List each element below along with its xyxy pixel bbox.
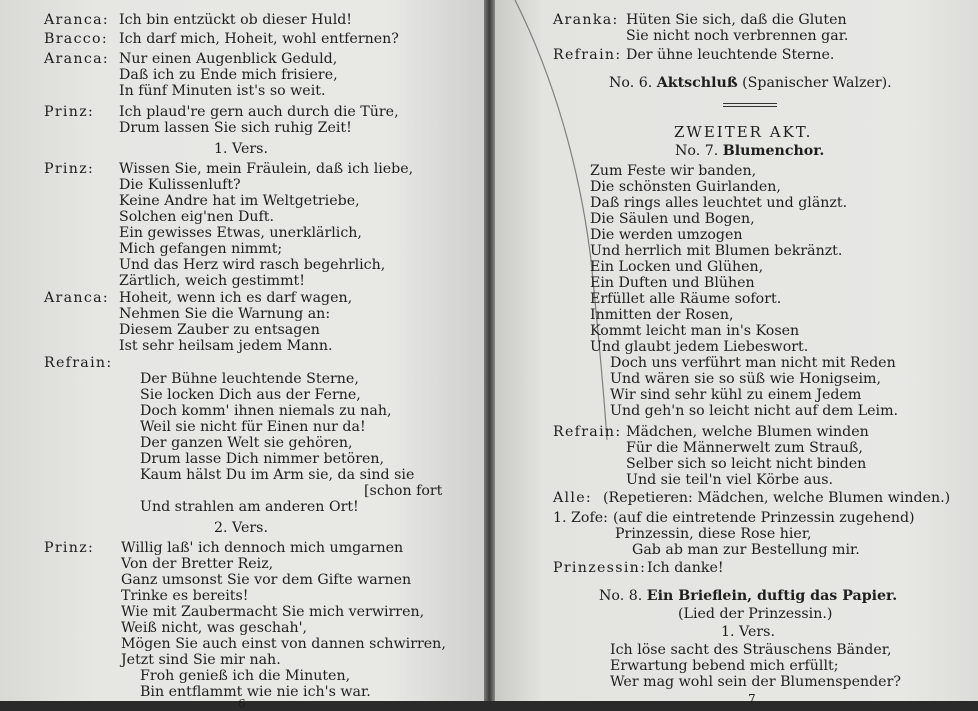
verse-line: Nehmen Sie die Warnung an:	[119, 306, 331, 322]
chorus-line: Und wären sie so süß wie Honigseim,	[610, 371, 882, 387]
verse-line: Sie nicht noch verbrennen gar.	[626, 28, 849, 44]
verse-line: Nur einen Augenblick Geduld,	[119, 51, 338, 67]
verse-line: Jetzt sind Sie mir nah.	[121, 652, 281, 668]
verse-line: Ganz umsonst Sie vor dem Gifte warnen	[121, 572, 412, 588]
speaker-label: Alle:	[553, 490, 592, 506]
stage-direction: (auf die eintretende Prinzessin zugehend)	[613, 510, 915, 526]
verse-line: Gab ab man zur Bestellung mir.	[632, 542, 860, 558]
verse-line: Hoheit, wenn ich es darf wagen,	[119, 290, 353, 306]
verse-line: Mich gefangen nimmt;	[119, 241, 283, 257]
chorus-line: Die werden umzogen	[590, 227, 743, 243]
chorus-line: Und herrlich mit Blumen bekränzt.	[590, 243, 843, 259]
verse-line: Prinzessin, diese Rose hier,	[615, 526, 812, 542]
page-number: 7	[748, 692, 756, 706]
refrain-line: Der ganzen Welt sie gehören,	[140, 435, 353, 451]
refrain-label: Refrain:	[44, 355, 113, 371]
verse-line: Froh genieß ich die Minuten,	[140, 668, 351, 684]
verse-line: Bin entflammt wie nie ich's war.	[140, 684, 371, 700]
chorus-line: Doch uns verführt man nicht mit Reden	[610, 355, 896, 371]
verse-line: Zärtlich, weich gestimmt!	[119, 273, 305, 289]
refrain-label: Refrain:	[553, 424, 622, 440]
stage-direction: (Repetieren: Mädchen, welche Blumen winden.)	[603, 490, 951, 506]
verse-heading: 1. Vers.	[214, 141, 268, 157]
refrain-line: Drum lasse Dich nimmer betören,	[140, 451, 385, 467]
verse-line: Hüten Sie sich, daß die Gluten	[626, 12, 847, 28]
verse-line: Der ühne leuchtende Sterne.	[626, 47, 835, 63]
chorus-line: Inmitten der Rosen,	[590, 307, 734, 323]
verse-line: Wer mag wohl sein der Blumenspender?	[610, 674, 901, 690]
verse-line: Mädchen, welche Blumen winden	[626, 424, 869, 440]
verse-line: Mögen Sie auch einst von dannen schwirren,	[121, 636, 446, 652]
verse-line: Drum lassen Sie sich ruhig Zeit!	[119, 120, 352, 136]
refrain-line: Kaum hälst Du im Arm sie, da sind sie	[140, 467, 415, 483]
chorus-line: Die Säulen und Bogen,	[590, 211, 755, 227]
number-label: No. 7.	[675, 143, 719, 159]
verse-line: Ich darf mich, Hoheit, wohl entfernen?	[119, 31, 399, 47]
number-subtitle: (Spanischer Walzer).	[742, 75, 892, 91]
number-heading	[609, 75, 892, 91]
speaker-label: Aranca:	[44, 51, 109, 67]
verse-line: Diesem Zauber zu entsagen	[119, 322, 320, 338]
speaker-label: 1. Zofe:	[553, 510, 608, 526]
speaker-label: Prinzessin:	[553, 560, 647, 576]
speaker-label: Bracco:	[44, 31, 108, 47]
speaker-label: Prinz:	[44, 540, 95, 556]
refrain-line: Sie locken Dich aus der Ferne,	[140, 387, 361, 403]
double-rule	[723, 103, 777, 107]
verse-line: Und sie teil'n viel Körbe aus.	[626, 472, 834, 488]
verse-line: Trinke es bereits!	[121, 588, 249, 604]
left-page	[0, 0, 484, 711]
chorus-line: Erfüllet alle Räume sofort.	[590, 291, 782, 307]
speaker-label: Aranka:	[553, 12, 619, 28]
chorus-line: Die schönsten Guirlanden,	[590, 179, 781, 195]
verse-line: Keine Andre hat im Weltgetriebe,	[119, 193, 360, 209]
chorus-line: Ein Duften und Blühen	[590, 275, 755, 291]
refrain-line: Und strahlen am anderen Ort!	[140, 499, 359, 515]
verse-line: Selber sich so leicht nicht binden	[626, 456, 867, 472]
verse-line: Und das Herz wird rasch begehrlich,	[119, 257, 386, 273]
number-heading	[675, 143, 824, 159]
verse-heading: 2. Vers.	[214, 520, 268, 536]
act-title: ZWEITER AKT.	[674, 123, 813, 141]
page-number: 6	[238, 697, 246, 711]
verse-line: Die Kulissenluft?	[119, 177, 241, 193]
chorus-line: Zum Feste wir banden,	[590, 163, 757, 179]
speaker-label: Prinz:	[44, 104, 95, 120]
right-page	[495, 0, 978, 706]
verse-line: Ist sehr heilsam jedem Mann.	[119, 338, 333, 354]
refrain-line: Weil sie nicht für Einen nur da!	[140, 419, 366, 435]
speaker-label: Aranca:	[44, 12, 109, 28]
verse-line: Ich löse sacht des Sträuschens Bänder,	[610, 642, 892, 658]
refrain-line: Doch komm' ihnen niemals zu nah,	[140, 403, 392, 419]
verse-line: Ein gewisses Etwas, unerklärlich,	[119, 225, 362, 241]
verse-line: Ich bin entzückt ob dieser Huld!	[119, 12, 353, 28]
chorus-line: Und geh'n so leicht nicht auf dem Leim.	[610, 403, 899, 419]
verse-line: Daß ich zu Ende mich frisiere,	[119, 67, 338, 83]
verse-line: Ich plaud're gern auch durch die Türe,	[119, 104, 399, 120]
verse-line: Erwartung bebend mich erfüllt;	[610, 658, 839, 674]
chorus-line: Kommt leicht man in's Kosen	[590, 323, 800, 339]
verse-line: Weiß nicht, was geschah',	[121, 620, 308, 636]
verse-line: Wissen Sie, mein Fräulein, daß ich liebe,	[119, 161, 414, 177]
speaker-label: Aranca:	[44, 290, 109, 306]
verse-line: Willig laß' ich dennoch mich umgarnen	[121, 540, 404, 556]
number-label: No. 8.	[599, 588, 643, 604]
verse-line: Von der Bretter Reiz,	[121, 556, 274, 572]
number-title: Blumenchor.	[722, 143, 825, 159]
book-gutter	[484, 0, 495, 701]
number-title: Aktschluß	[656, 75, 738, 91]
number-title: Ein Brieflein, duftig das Papier.	[646, 588, 898, 604]
refrain-line-continuation: [schon fort	[364, 483, 443, 499]
verse-line: In fünf Minuten ist's so weit.	[119, 83, 326, 99]
verse-line: Wie mit Zaubermacht Sie mich verwirren,	[121, 604, 425, 620]
chorus-line: Ein Locken und Glühen,	[590, 259, 764, 275]
song-subtitle: (Lied der Prinzessin.)	[678, 606, 833, 622]
verse-line: Solchen eig'nen Duft.	[119, 209, 274, 225]
chorus-line: Daß rings alles leuchtet und glänzt.	[590, 195, 848, 211]
chorus-line: Wir sind sehr kühl zu einem Jedem	[610, 387, 862, 403]
refrain-line: Der Bühne leuchtende Sterne,	[140, 371, 359, 387]
refrain-label: Refrain:	[553, 47, 622, 63]
number-label: No. 6.	[609, 75, 653, 91]
chorus-line: Und glaubt jedem Liebeswort.	[590, 339, 809, 355]
verse-line: Für die Männerwelt zum Strauß,	[626, 440, 863, 456]
speaker-label: Prinz:	[44, 161, 95, 177]
verse-heading: 1. Vers.	[721, 624, 775, 640]
verse-line: Ich danke!	[647, 560, 724, 576]
number-heading	[599, 588, 897, 604]
